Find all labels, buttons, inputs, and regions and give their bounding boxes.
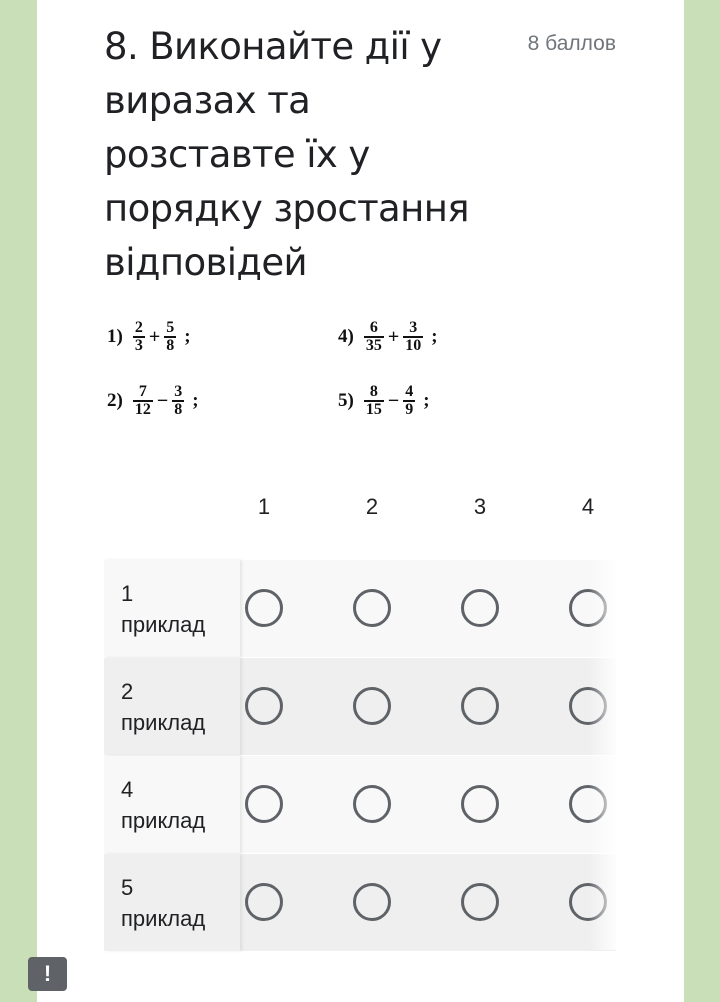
numerator: 8 — [369, 383, 378, 400]
radio-r3-c2[interactable] — [353, 785, 391, 823]
denominator: 10 — [405, 337, 422, 354]
problem-number: 2) — [107, 390, 123, 411]
row-label-text: приклад — [121, 906, 206, 931]
fraction — [133, 384, 153, 418]
grid-row-1 — [104, 560, 616, 657]
denominator: 35 — [365, 337, 382, 354]
fraction — [364, 384, 384, 418]
grid-row-3 — [104, 756, 616, 853]
row-label-text: приклад — [121, 612, 206, 637]
grid-row-4 — [104, 854, 616, 951]
radio-r3-c4[interactable] — [569, 785, 607, 823]
row-label-number: 1 — [121, 581, 134, 606]
grid-row-2 — [104, 658, 616, 755]
problem-1 — [107, 320, 191, 354]
radio-r1-c2[interactable] — [353, 589, 391, 627]
radio-r2-c3[interactable] — [461, 687, 499, 725]
operator: − — [156, 389, 169, 412]
denominator: 8 — [166, 337, 175, 354]
row-label — [104, 854, 240, 951]
exclamation-icon: ! — [43, 961, 52, 986]
radio-r4-c2[interactable] — [353, 883, 391, 921]
radio-r1-c4[interactable] — [569, 589, 607, 627]
points-label: 8 баллов — [527, 32, 616, 55]
column-header-2: 2 — [365, 494, 379, 519]
semicolon: ; — [423, 390, 430, 411]
fraction — [133, 320, 145, 354]
problem-number: 5) — [338, 390, 354, 411]
denominator: 9 — [405, 401, 414, 418]
operator: − — [387, 389, 400, 412]
fraction — [172, 384, 184, 418]
radio-r3-c1[interactable] — [245, 785, 283, 823]
operator: + — [148, 325, 161, 348]
row-label-number: 5 — [121, 875, 134, 900]
radio-r4-c4[interactable] — [569, 883, 607, 921]
problem-5 — [338, 384, 430, 418]
numerator: 4 — [405, 383, 414, 400]
numerator: 3 — [409, 319, 418, 336]
problem-number: 4) — [338, 326, 354, 347]
fraction — [364, 320, 384, 354]
problems-image — [37, 312, 684, 442]
row-label — [104, 658, 240, 755]
operator: + — [387, 325, 400, 348]
radio-r3-c3[interactable] — [461, 785, 499, 823]
numerator: 6 — [369, 319, 378, 336]
row-label-text: приклад — [121, 710, 206, 735]
numerator: 2 — [134, 319, 143, 336]
question-card — [37, 0, 684, 1002]
denominator: 15 — [365, 401, 382, 418]
column-header-3: 3 — [473, 494, 487, 519]
denominator: 8 — [174, 401, 183, 418]
radio-r4-c1[interactable] — [245, 883, 283, 921]
column-header-1: 1 — [257, 494, 271, 519]
problem-2 — [107, 384, 199, 418]
problem-number: 1) — [107, 326, 123, 347]
row-label-text: приклад — [121, 808, 206, 833]
column-header-4: 4 — [581, 494, 595, 519]
row-label-number: 2 — [121, 679, 134, 704]
numerator: 5 — [166, 319, 175, 336]
row-label-number: 4 — [121, 777, 134, 802]
semicolon: ; — [192, 390, 199, 411]
numerator: 3 — [174, 383, 183, 400]
problem-4 — [338, 320, 438, 354]
row-label — [104, 560, 240, 657]
denominator: 12 — [134, 401, 151, 418]
semicolon: ; — [431, 326, 438, 347]
fraction — [164, 320, 176, 354]
fraction — [403, 384, 415, 418]
numerator: 7 — [138, 383, 147, 400]
radio-r1-c3[interactable] — [461, 589, 499, 627]
radio-r2-c4[interactable] — [569, 687, 607, 725]
report-button[interactable] — [28, 957, 67, 991]
radio-r1-c1[interactable] — [245, 589, 283, 627]
question-title: 8. Виконайте дії у виразах та розставте їх у порядку зростання відповідей — [104, 25, 469, 284]
radio-r2-c1[interactable] — [245, 687, 283, 725]
radio-r2-c2[interactable] — [353, 687, 391, 725]
row-label — [104, 756, 240, 853]
denominator: 3 — [134, 337, 143, 354]
fraction — [403, 320, 423, 354]
semicolon: ; — [184, 326, 191, 347]
radio-r4-c3[interactable] — [461, 883, 499, 921]
